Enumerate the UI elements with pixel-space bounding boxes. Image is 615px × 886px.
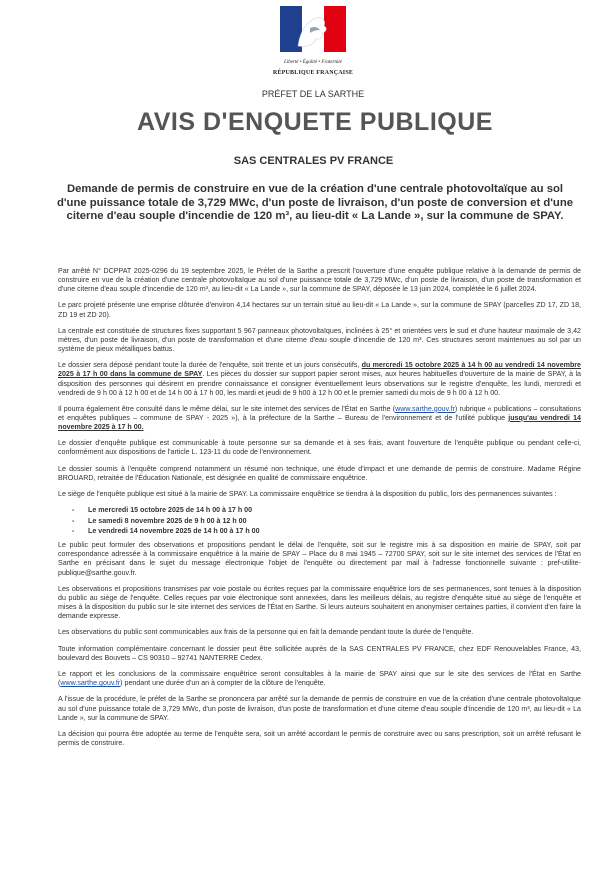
- dossier-text-end: . Les pièces du dossier sur support papier seront mises, aux heures habituelles d'ouverture de la mairie de SPAY, à la disposition des personnes qui désirent en prendre connaissance et consigner éventuellement leurs observations sur le registre d'enquête, les lundi, mercredi et vendredi de 9 h 00 à 12 h 00 et de 14 h 00 à 17 h 00, les mardi et jeudi de 9 h00 à 12 h 00 et le premier samedi du mois de 9 h 00 à 12 h 00.: [58, 370, 581, 397]
- paragraph-commissaire: Le dossier soumis à l'enquête comprend notamment un résumé non technique, une étude d'impact et une demande de permis de construire. Madame Régine BROUARD, retraitée de l'Éducation Nationale, est désignée en qualité de commissaire enquêtrice.: [58, 464, 581, 482]
- paragraph-communicables: Les observations du public sont communicables aux frais de la personne qui en fait la demande pendant toute la durée de l'enquête.: [58, 628, 474, 637]
- paragraph-site-internet: [58, 405, 581, 432]
- paragraph-parc: Le parc projeté présente une emprise clôturée d'environ 4,14 hectares sur un terrain situé au lieu-dit « La Lande », sur la commune de SPAY (parcelles ZD 17, ZD 18, ZD 19 et ZD 20).: [58, 301, 581, 319]
- paragraph-centrale: La centrale est constituée de structures fixes supportant 5 967 panneaux photovoltaïques, inclinées à 25° et orientées vers le sud et d'une hauteur maximale de 3,42 mètres, d'un poste de livraison, d'un poste de transformation et d'une citerne d'eau souple d'incendie de 120 m³. Ces structures seront maintenues au sol par un système de pieux métalliques battus.: [58, 326, 581, 354]
- rapport-text-end: ) pendant une durée d'un an à compter de la clôture de l'enquête.: [120, 679, 326, 688]
- paragraph-dossier: [58, 361, 581, 397]
- permanence-item: - Le samedi 8 novembre 2025 de 9 h 00 à 12 h 00: [88, 517, 581, 526]
- permanence-item: - Le vendredi 14 novembre 2025 de 14 h 00 à 17 h 00: [88, 527, 581, 536]
- notice-title: AVIS D'ENQUETE PUBLIQUE: [137, 108, 493, 136]
- company-name: SAS CENTRALES PV FRANCE: [233, 155, 394, 167]
- rapport-text-start: Le rapport et les conclusions de la commissaire enquêtrice seront consultables à la mairie de SPAY ainsi que sur le site des services de l'État en Sarthe (: [58, 670, 581, 688]
- paragraph-rapport: [58, 670, 581, 688]
- permanences-list: [58, 506, 581, 536]
- paragraph-propositions: Les observations et propositions transmises par voie postale ou écrites reçues par la commissaire enquêtrice lors de ses permanences, sont tenues à la disposition du public au siège de l'enquête. Celles reçues par voie électronique sont annexées, dans les meilleurs délais, au registre d'enquête situé au siège de l'enquête et mises à la disposition du public sur le site internet des services de l'État en Sarthe. Si leurs auteurs souhaitent en anonymiser certaines parties, il convient d'en faire la demande expresse.: [58, 584, 581, 621]
- paragraph-decision: La décision qui pourra être adoptée au terme de l'enquête sera, soit un arrêté accordant le permis de construire avec ou sans prescription, soit un arrêté refusant le permis de construire.: [58, 729, 581, 747]
- paragraph-issue: A l'issue de la procédure, le préfet de la Sarthe se prononcera par arrêté sur la demande de permis de construire en vue de la création d'une centrale photovoltaïque au sol d'une puissance totale de 3,729 MWc, d'un poste de livraison, d'un poste de transformation et d'une citerne d'eau souple d'incendie de 120 m³, au lieu-dit « La Lande », sur la commune de SPAY.: [58, 695, 581, 722]
- marianne-logo-icon: [280, 6, 346, 52]
- notice-body: [58, 267, 581, 755]
- sarthe-gouv-link[interactable]: www.sarthe.gouv.fr: [395, 404, 455, 413]
- site-text-start: Il pourra également être consulté dans le même délai, sur le site internet des services de l'État en Sarthe (: [58, 404, 396, 413]
- permanence-item: - Le mercredi 15 octobre 2025 de 14 h 00 à 17 h 00: [88, 506, 581, 515]
- paragraph-communicable: Le dossier d'enquête publique est communicable à toute personne sur sa demande et à ses frais, avant l'ouverture de l'enquête publique ou pendant celle-ci, conformément aux dispositions de l'article L. 123-11 du code de l'environnement.: [58, 439, 581, 457]
- site-text-middle: ) rubrique « publications – consultations et enquêtes publiques – commune de SPAY - 2025 »), à la préfecture de la Sarthe – Bureau de l'environnement et de l'utilité publique: [58, 404, 581, 422]
- notice-subject: Demande de permis de construire en vue de la création d'une centrale photovoltaïque au sol d'une puissance totale de 3,729 MWc, d'un poste de livraison, d'un poste de conversion et d'une citerne d'eau souple d'incendie de 120 m³, au lieu-dit « La Lande », sur la commune de SPAY.: [56, 183, 574, 222]
- sarthe-gouv-link-rapport[interactable]: www.sarthe.gouv.fr: [60, 679, 121, 688]
- enquete-dates: du mercredi 15 octobre 2025 à 14 h 00 au vendredi 14 novembre 2025 à 17 h 00 dans la commune de SPAY: [58, 361, 582, 379]
- site-deadline: jusqu'au vendredi 14 novembre 2025 à 17 h 00.: [58, 413, 582, 432]
- paragraph-arrete: Par arrêté N° DCPPAT 2025-0296 du 19 septembre 2025, le Préfet de la Sarthe a prescrit l'ouverture d'une enquête publique relative à la demande de permis de construire en vue de la création d'une centrale photovoltaïque au sol d'une puissance totale de 3,729 MWc, d'un poste de livraison, d'un poste de transformation et d'une citerne d'eau souple d'incendie de 120 m³, au lieu-dit « La Lande », sur la commune de SPAY, déposée le 13 juin 2024, complétée le 6 juillet 2024.: [58, 267, 581, 294]
- paragraph-information: Toute information complémentaire concernant le dossier peut être sollicitée auprès de la SAS CENTRALES PV FRANCE, chez EDF Renouvelables France, 43, boulevard des Bouvets – CS 90310 – 92741 NANTERRE Cedex.: [58, 644, 581, 662]
- republic-motto: Liberté • Égalité • Fraternité: [284, 60, 342, 65]
- dossier-text-start: Le dossier sera déposé pendant toute la durée de l'enquête, soit trente et un jours consécutifs,: [58, 361, 362, 370]
- paragraph-siege: Le siège de l'enquête publique est situé à la mairie de SPAY. La commissaire enquêtrice se tiendra à la disposition du public, lors des permanences suivantes :: [58, 490, 557, 499]
- paragraph-observations: Le public peut formuler des observations et propositions pendant le délai de l'enquête, soit sur le registre mis à sa disposition en mairie de SPAY, soit par correspondance adressée à la commissaire enquêtrice à la mairie de SPAY – Place du 8 mai 1945 – 72700 SPAY, soit sur le site internet des services de l'État en Sarthe en précisant dans le sujet du message électronique l'objet de l'enquête ou directement par mail à l'adresse fonctionnelle suivante : pref-utilite-publique@sarthe.gouv.fr.: [58, 541, 581, 577]
- prefet-label: PRÉFET DE LA SARTHE: [261, 89, 365, 99]
- republique-francaise: RÉPUBLIQUE FRANÇAISE: [272, 70, 354, 76]
